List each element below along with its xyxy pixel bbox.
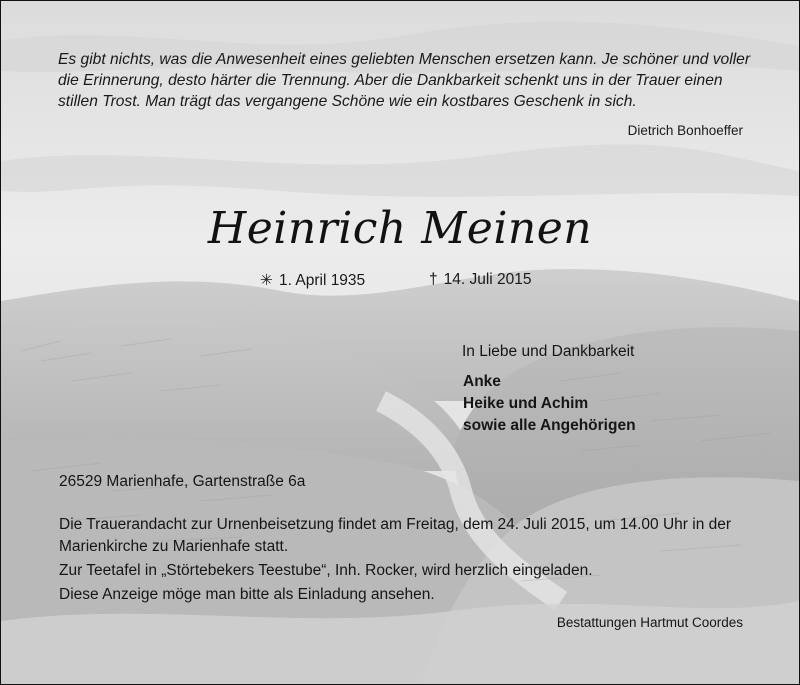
bonhoeffer-quote: Es gibt nichts, was die Anwesenheit eines geliebten Menschen ersetzen kann. Je schöner und voller die Erinnerung, desto härter die Trennung. Aber die Dankbarkeit schenkt uns in der Trauer einen stillen Trost. Man trägt das vergangene Schöne wie ein kostbares Geschenk in sich. bbox=[58, 51, 751, 110]
funeral-details bbox=[59, 514, 779, 608]
family-address: 26529 Marienhafe, Gartenstraße 6a bbox=[59, 473, 306, 490]
quote-author: Dietrich Bonhoeffer bbox=[627, 123, 743, 138]
birth-date: 1. April 1935 bbox=[279, 272, 366, 289]
service-info: Die Trauerandacht zur Urnenbeisetzung findet am Freitag, dem 24. Juli 2015, um 14.00 Uhr in der Marienkirche zu Marienhafe statt. bbox=[59, 516, 732, 555]
death-date-line bbox=[429, 271, 532, 289]
dedication-line: In Liebe und Dankbarkeit bbox=[462, 343, 635, 360]
invitation-note: Diese Anzeige möge man bitte als Einladung ansehen. bbox=[59, 586, 435, 603]
mourners-list bbox=[463, 371, 636, 437]
birth-star-icon: ✳ bbox=[260, 272, 273, 289]
deceased-name: Heinrich Meinen bbox=[207, 203, 593, 254]
birth-date-line bbox=[260, 271, 365, 290]
mourner-name: Anke bbox=[463, 373, 501, 390]
mourner-name: Heike und Achim bbox=[463, 395, 589, 412]
death-cross-icon: † bbox=[429, 271, 438, 288]
mourner-name: sowie alle Angehörigen bbox=[463, 417, 636, 434]
undertaker-credit: Bestattungen Hartmut Coordes bbox=[556, 615, 743, 630]
death-date: 14. Juli 2015 bbox=[443, 271, 532, 288]
tea-invitation: Zur Teetafel in „Störtebekers Teestube“, Inh. Rocker, wird herzlich eingeladen. bbox=[59, 562, 593, 579]
